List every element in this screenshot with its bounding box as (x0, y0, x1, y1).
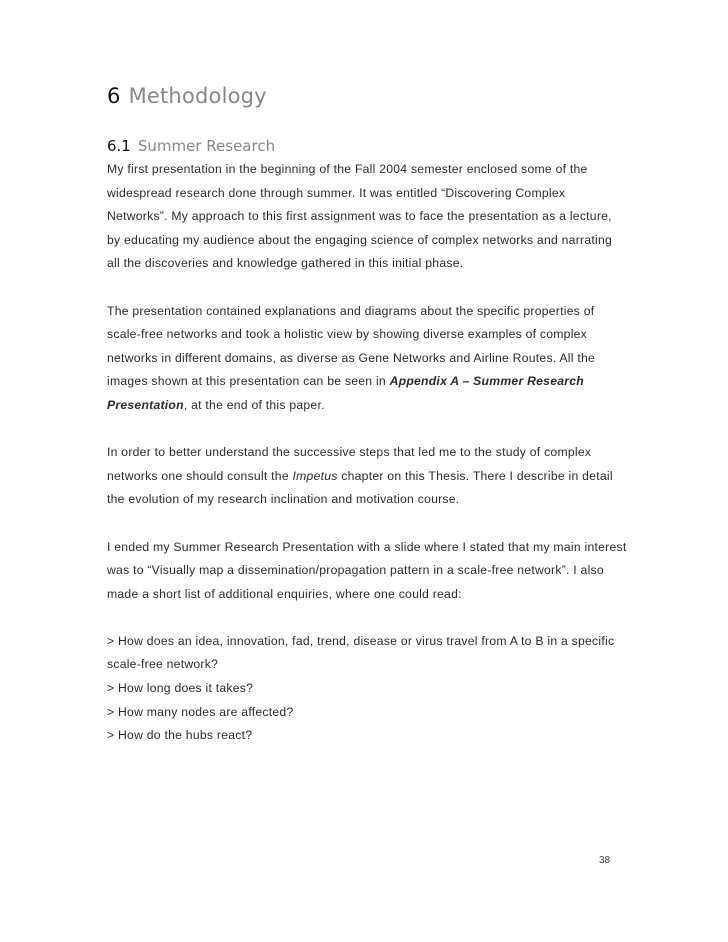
list-item: > How do the hubs react? (107, 728, 253, 743)
paragraph-2-text-a: The presentation contained explanations and diagrams about the specific properties of scale-free networks and took a holistic view by showing diverse examples of complex networks in different domains, as diverse as Gene Networks and Airline Routes. All the images shown at this presentation can be seen in (107, 303, 596, 389)
paragraph-3-text-a: In order to better understand the successive steps that led me to the study of complex networks one should consult the (107, 445, 592, 483)
paragraph-3 (107, 441, 627, 512)
impetus-reference: Impetus (292, 468, 338, 483)
page-number: 38 (599, 855, 611, 866)
enquiry-list (107, 630, 627, 748)
list-item: > How does an idea, innovation, fad, trend, disease or virus travel from A to B in a specific scale-free network? (107, 633, 615, 672)
chapter-number: 6 (107, 84, 121, 108)
paragraph-2 (107, 300, 627, 418)
chapter-heading (107, 82, 267, 110)
list-item: > How many nodes are affected? (107, 704, 294, 719)
appendix-reference: Appendix A – Summer Research Presentation (107, 374, 584, 412)
paragraph-4: I ended my Summer Research Presentation with a slide where I stated that my main interest was to “Visually map a dissemination/propagation pattern in a scale-free network”. I also made a short list of additional enquiries, where one could read: (107, 539, 627, 601)
paragraph-2-text-c: , at the end of this paper. (183, 397, 325, 412)
paragraph-3-text-c: chapter on this Thesis. There I describe in detail the evolution of my research inclination and motivation course. (107, 468, 613, 507)
section-number: 6.1 (107, 137, 131, 155)
list-item: > How long does it takes? (107, 681, 254, 696)
section-heading (107, 136, 275, 156)
chapter-title: Methodology (128, 84, 267, 108)
paragraph-1: My first presentation in the beginning of the Fall 2004 semester enclosed some of the widespread research done through summer. It was entitled “Discovering Complex Networks”. My approach to this first assignment was to face the presentation as a lecture, by educating my audience about the engaging science of complex networks and narrating all the discoveries and knowledge gathered in this initial phase. (107, 162, 612, 271)
body-text (107, 158, 627, 748)
section-title: Summer Research (137, 137, 276, 155)
